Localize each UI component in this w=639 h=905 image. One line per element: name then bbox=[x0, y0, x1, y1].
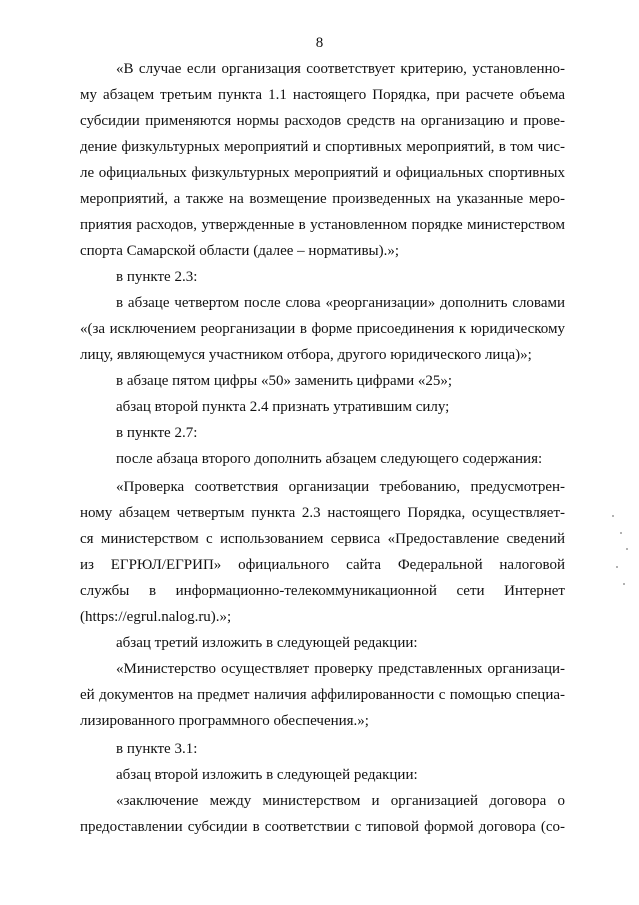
text-line: приятия расходов, утвержденные в установленном порядке министерством bbox=[80, 217, 565, 233]
text-line: ле официальных физкультурных мероприятий и официальных спортивных bbox=[80, 165, 565, 181]
text-line: абзац третий изложить в следующей редакции: bbox=[116, 635, 418, 651]
text-line: абзац второй пункта 2.4 признать утратившим силу; bbox=[116, 399, 450, 415]
text-line: после абзаца второго дополнить абзацем следующего содержания: bbox=[116, 451, 543, 467]
text-line: из ЕГРЮЛ/ЕГРИП» официального сайта Федеральной налоговой bbox=[80, 557, 565, 573]
text-line: «(за исключением реорганизации в форме присоединения к юридическому bbox=[80, 321, 565, 337]
text-line: «В случае если организация соответствует критерию, установленно- bbox=[116, 61, 565, 77]
text-line: лизированного программного обеспечения.»; bbox=[80, 713, 369, 729]
text-line: в пункте 2.7: bbox=[116, 425, 198, 441]
text-line: «заключение между министерством и организацией договора о bbox=[116, 793, 565, 809]
text-line: (https://egrul.nalog.ru).»; bbox=[80, 609, 232, 625]
scan-speck bbox=[620, 532, 622, 534]
text-line: дение физкультурных мероприятий и спортивных мероприятий, в том чис- bbox=[80, 139, 565, 155]
text-line: ному абзацем четвертым пункта 2.3 настоящего Порядка, осуществляет- bbox=[80, 505, 565, 521]
text-line: в абзаце пятом цифры «50» заменить цифрами «25»; bbox=[116, 373, 453, 389]
text-line: «Проверка соответствия организации требованию, предусмотрен- bbox=[116, 479, 565, 495]
text-line: спорта Самарской области (далее – нормативы).»; bbox=[80, 243, 400, 259]
text-line: в абзаце четвертом после слова «реорганизации» дополнить словами bbox=[116, 295, 565, 311]
text-line: субсидии применяются нормы расходов средств на организацию и прове- bbox=[80, 113, 565, 129]
scan-speck bbox=[626, 548, 628, 550]
text-line: мероприятий, а также на возмещение произведенных на указанные меро- bbox=[80, 191, 565, 207]
page-number: 8 bbox=[315, 35, 324, 51]
text-line: ей документов на предмет наличия аффилированности с помощью специа- bbox=[80, 687, 565, 703]
text-line: му абзацем третьим пункта 1.1 настоящего Порядка, при расчете объема bbox=[80, 87, 565, 103]
text-line: «Министерство осуществляет проверку представленных организаци- bbox=[116, 661, 565, 677]
text-line: лицу, являющемуся участником отбора, другого юридического лица)»; bbox=[80, 347, 532, 363]
scan-speck bbox=[612, 515, 614, 517]
text-line: в пункте 2.3: bbox=[116, 269, 198, 285]
text-line: ся министерством с использованием сервиса «Предоставление сведений bbox=[80, 531, 565, 547]
text-line: в пункте 3.1: bbox=[116, 741, 198, 757]
scan-speck bbox=[616, 566, 618, 568]
scan-speck bbox=[623, 583, 625, 585]
text-line: службы в информационно-телекоммуникационной сети Интернет bbox=[80, 583, 565, 599]
text-line: абзац второй изложить в следующей редакции: bbox=[116, 767, 418, 783]
text-line: предоставлении субсидии в соответствии с типовой формой договора (со- bbox=[80, 819, 565, 835]
